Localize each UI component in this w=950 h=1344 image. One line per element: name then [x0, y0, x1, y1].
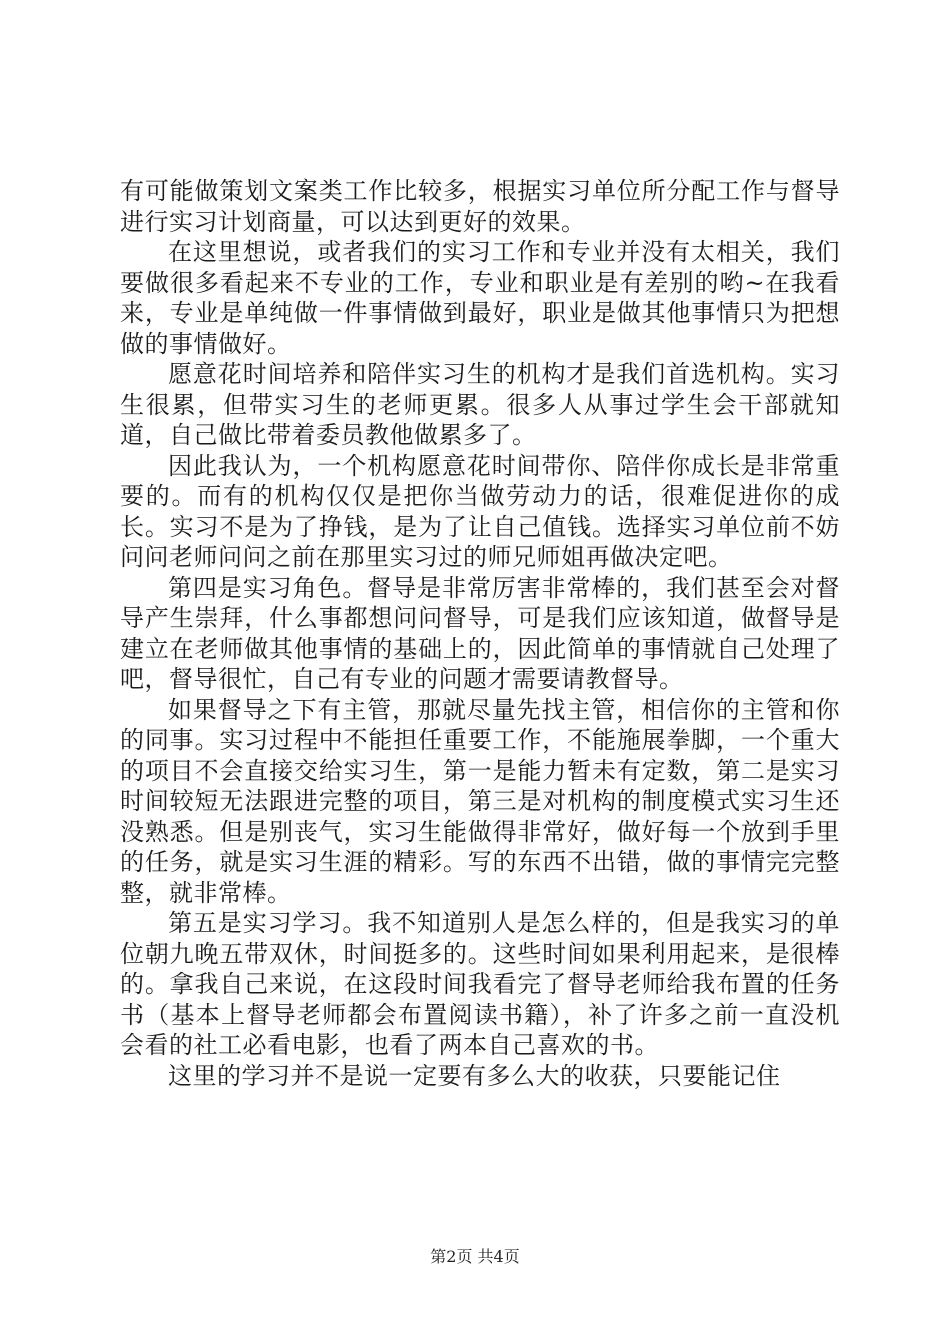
paragraph-1: 有可能做策划文案类工作比较多，根据实习单位所分配工作与督导进行实习计划商量，可以达到更好的效果。 [120, 177, 840, 236]
paragraph-5: 第四是实习角色。督导是非常厉害非常棒的，我们甚至会对督导产生崇拜，什么事都想问问督导，可是我们应该知道，做督导是建立在老师做其他事情的基础上的，因此简单的事情就自己处理了吧，督导很忙，自己有专业的问题才需要请教督导。 [120, 573, 840, 693]
document-body [120, 176, 840, 1091]
page-number-footer: 第2页 共4页 [430, 1247, 520, 1266]
paragraph-3: 愿意花时间培养和陪伴实习生的机构才是我们首选机构。实习生很累，但带实习生的老师更累。很多人从事过学生会干部就知道，自己做比带着委员教他做累多了。 [120, 360, 840, 449]
paragraph-2: 在这里想说，或者我们的实习工作和专业并没有太相关，我们要做很多看起来不专业的工作，专业和职业是有差别的哟~在我看来，专业是单纯做一件事情做到最好，职业是做其他事情只为把想做的事情做好。 [120, 238, 840, 358]
paragraph-7: 第五是实习学习。我不知道别人是怎么样的，但是我实习的单位朝九晚五带双休，时间挺多的。这些时间如果利用起来，是很棒的。拿我自己来说，在这段时间我看完了督导老师给我布置的任务书（基本上督导老师都会布置阅读书籍），补了许多之前一直没机会看的社工必看电影，也看了两本自己喜欢的书。 [120, 909, 840, 1059]
paragraph-6: 如果督导之下有主管，那就尽量先找主管，相信你的主管和你的同事。实习过程中不能担任重要工作，不能施展拳脚，一个重大的项目不会直接交给实习生，第一是能力暂未有定数，第二是实习时间较短无法跟进完整的项目，第三是对机构的制度模式实习生还没熟悉。但是别丧气，实习生能做得非常好，做好每一个放到手里的任务，就是实习生涯的精彩。写的东西不出错，做的事情完完整整，就非常棒。 [120, 695, 840, 907]
paragraph-8: 这里的学习并不是说一定要有多么大的收获，只要能记住 [168, 1061, 781, 1090]
paragraph-4: 因此我认为，一个机构愿意花时间带你、陪伴你成长是非常重要的。而有的机构仅仅是把你当做劳动力的话，很难促进你的成长。实习不是为了挣钱，是为了让自己值钱。选择实习单位前不妨问问老师问问之前在那里实习过的师兄师姐再做决定吧。 [120, 451, 840, 571]
